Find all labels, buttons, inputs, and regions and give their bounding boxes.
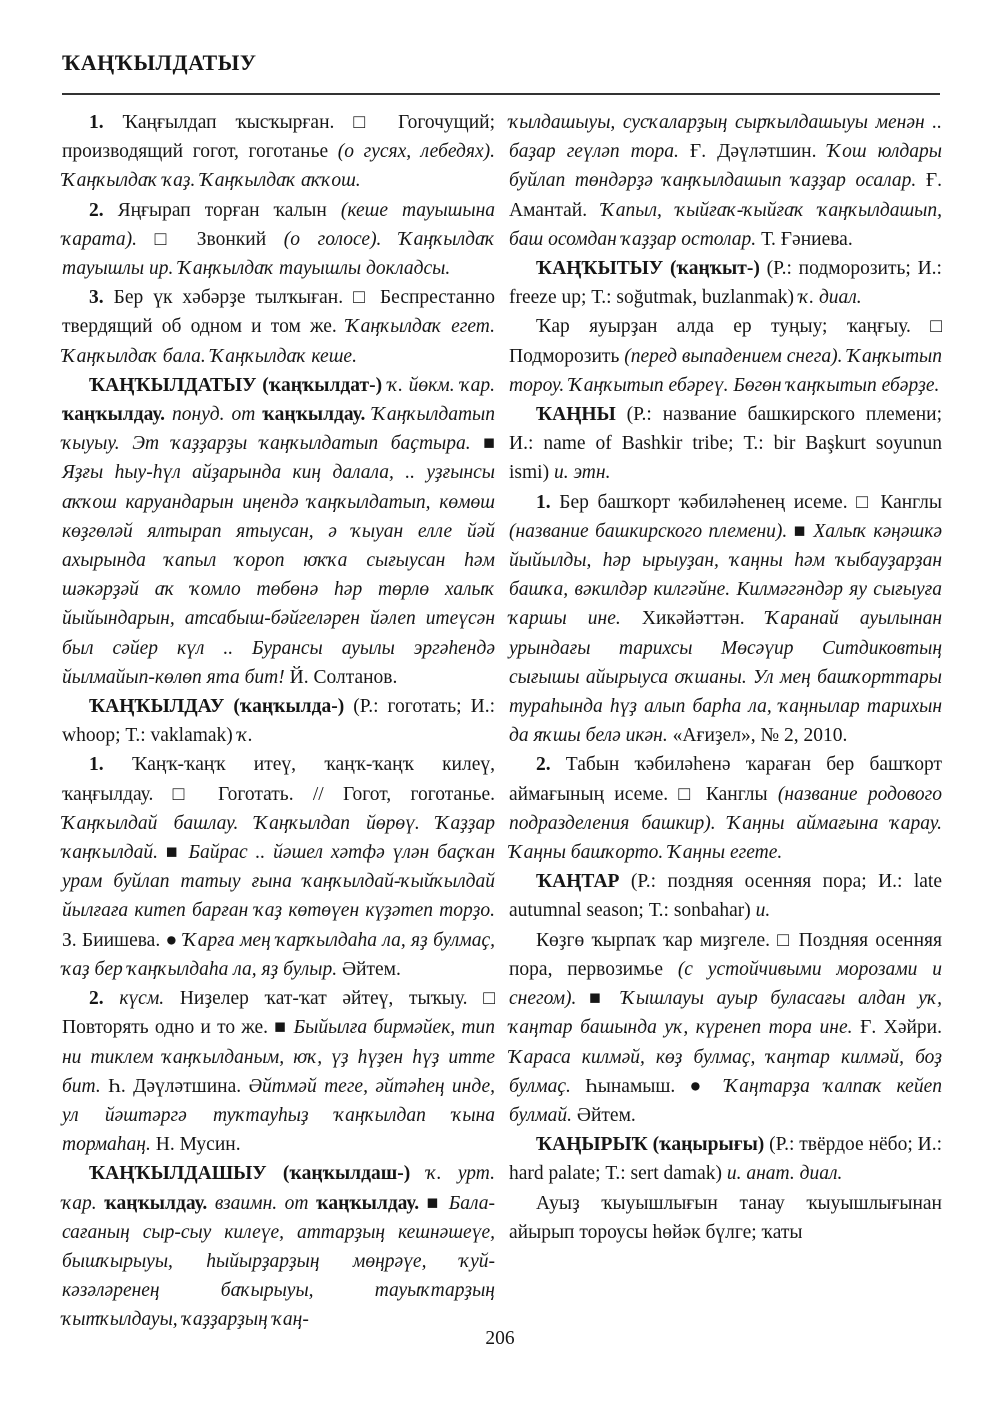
text-run: ҡ. диал. [798, 287, 862, 309]
text-run: Ҡар яуырҙан алда ер туңыу; ҡаңғыу. □ Подморозить [509, 316, 942, 367]
text-run: ҠАҢҠЫЛДАТЫУ (ҡаңҡылдат-) [89, 374, 388, 396]
text-run: Байрас .. йәшел хәтфә үлән баҫҡан урам буйлап татыу ғына ҡаңҡылдай-ҡыйҡылдай йылғаға китеп барған ҡаҙ көтөүен күҙәтеп торҙо. [62, 842, 495, 922]
text-run: Яңғырап торған ҡалын [117, 199, 341, 221]
text-run: Ниҙелер ҡат-ҡат әйтеү, тыҡыу. □ Повторять одно и то же. ■ [62, 988, 496, 1039]
text-run: 2. [89, 199, 118, 221]
text-run: Ғ. Амантай. [509, 170, 942, 221]
text-run: Хикәйәттән. [641, 608, 766, 630]
text-run: Ҡош юлдары буйлап төндәрҙә ҡаңҡылдашып ҡаҙҙар осалар. [509, 141, 942, 192]
text-run: □ Звонкий [154, 228, 284, 250]
text-run: Ҡышлауы ауыр буласағы алдан уҡ, ҡаңтар башында уҡ, күренеп тора ине. [509, 988, 943, 1039]
text-run: (перед выпадением снега). Ҡаңҡытып тороу. Ҡаңҡытып ебәреү. Бөгөн ҡаңҡытып ебәрҙе. [509, 345, 942, 396]
text-run: Ҡаңҡылдатып ҡыуыу. Эт ҡаҙҙарҙы ҡаңҡылдатып баҫтыра. [62, 404, 495, 455]
text-run: ■ [483, 433, 495, 455]
entry-paragraph [62, 108, 495, 196]
text-run: и. этн. [553, 462, 611, 484]
text-run: Һынамыш. ● [585, 1075, 725, 1097]
text-run: 1. [89, 754, 132, 776]
entry-paragraph [509, 488, 942, 751]
entry-paragraph [509, 750, 942, 867]
text-run: 2. [89, 988, 120, 1010]
text-run: ■ [589, 988, 622, 1010]
entry-paragraph [62, 283, 495, 371]
text-run: взаимн. от [214, 1192, 317, 1214]
text-run: (о голосе). Ҡаңҡылдаҡ тауышлы ир. Ҡаңҡылдаҡ тауышлы докладсы. [62, 228, 495, 280]
text-run: Т. Ғәниева. [761, 228, 853, 250]
text-run: ҠАҢЫРЫҠ (ҡаңырығы) [536, 1134, 770, 1156]
right-column [509, 108, 942, 1335]
text-run: Ҡаңҡ-ҡаңҡ итеү, ҡаңҡ-ҡаңҡ килеү, ҡаңғылдау. □ Гоготать. // Гогот, гоготанье. [62, 754, 496, 805]
entry-paragraph [62, 984, 495, 1159]
left-column [62, 108, 495, 1335]
text-run: (название родового подразделения башкир). Ҡаңны аймағына ҡарау. Ҡаңны башҡорто. Ҡаңны егете. [509, 783, 942, 864]
text-run: (о гусях, лебедях). Ҡаңҡылдаҡ ҡаҙ. Ҡаңҡылдаҡ аҡҡош. [62, 141, 495, 192]
text-run: Ҡаранай ауылынан урындағы тарихсы Мөсәүир Ситдиковтың сығышы айырыуса оҡшаны. Ул мең башҡорттары тураһында һүҙ алып барһа ла, ҡаңнылар тарихын да яҡшы белә икән. [509, 608, 942, 747]
text-run: Ҡараса килмәй, көҙ булмаҫ, ҡаңтар килмәй, боҙ булмаҫ. [509, 1046, 942, 1097]
text-run: и. [755, 900, 771, 922]
text-run: Ғ. Хәйри. [860, 1017, 942, 1039]
entry-paragraph [509, 1189, 942, 1247]
text-run: и. анат. диал. [726, 1163, 843, 1185]
text-run: понуд. от [172, 404, 263, 426]
entry-paragraph [509, 926, 942, 1130]
text-run: Әйтем. [341, 958, 401, 980]
text-run: (кеше тауышына ҡарата). [62, 199, 495, 250]
text-run: ҡаңҡылдау. [316, 1192, 427, 1214]
text-run: «Ағиҙел», № 2, 2010. [672, 725, 848, 747]
text-run: Ҡаңтарҙа ҡалпаҡ кейеп булмай. [509, 1075, 942, 1126]
text-run: Халыҡ кәңәшкә йыйылды, һәр ырыуҙан, ҡаңны һәм ҡыбауҙарҙан башҡа, вәкилдәр килгәйне. Килмәгәндәр яу сығыуға ҡаршы ине. [509, 520, 942, 630]
text-run: ҠАҢҠЫТЫУ (ҡаңҡыт-) [536, 258, 767, 280]
text-run: 1. [89, 112, 123, 133]
running-head: ҠАҢҠЫЛДАТЫУ [62, 50, 257, 75]
entry-paragraph [62, 692, 495, 750]
entry-paragraph [509, 254, 942, 312]
text-run: 1. [536, 491, 560, 513]
text-run: Бала-сағаның сыр-сыу килеүе, аттарҙың кешнәшеүе, бышҡырыуы, һыйырҙарҙың мөңрәүе, ҡуй-кәзәләренең баҡырыуы, тауыҡтарҙың ҡытҡылдауы, ҡаҙҙарҙың ҡаң- [62, 1192, 495, 1331]
header-rule [62, 93, 940, 95]
text-run: ҡаңҡылдау. [104, 1192, 215, 1214]
text-run: Ҡарға мең ҡарҡылдаһа ла, яҙ булмаҫ, ҡаҙ бер ҡаңҡылдаһа ла, яҙ булыр. [62, 929, 495, 980]
text-run: ҠАҢҠЫЛДАУ (ҡаңҡылда-) [89, 696, 354, 718]
page-number: 206 [485, 1328, 515, 1349]
text-run: Быйылға бирмәйек, тип ни тиклем ҡаңҡылданым, юҡ, үҙ һүҙен һүҙ итте бит. [62, 1017, 495, 1097]
text-run: 3. [89, 287, 114, 309]
text-run: (с устойчивыми морозами и снегом). [509, 958, 942, 1010]
text-run: 2. [536, 754, 566, 776]
text-run: Әйтмәй теге, әйтәһең инде, ул йәштәргә туҡтауһыҙ ҡаңҡылдап ҡына тормаһаң. [62, 1075, 495, 1156]
text-run: (Р.: твёрдое нёбо; И.: hard palate; Т.: sert damak) [509, 1134, 942, 1185]
text-run: Н. Мусин. [155, 1134, 241, 1156]
text-run: ■ [165, 842, 189, 864]
entry-paragraph [62, 1159, 495, 1334]
text-run: З. Биишева. ● [62, 929, 184, 951]
text-run: ҡ. [237, 725, 253, 747]
text-run: ҡаңҡылдау. [62, 404, 173, 426]
entry-paragraph [509, 1130, 942, 1188]
text-run: ҡ. йөкм. ҡар. [387, 374, 495, 396]
text-run: ■ [426, 1192, 449, 1214]
text-run: Әйтем. [576, 1104, 636, 1126]
text-run: ҡаңҡылдау. [262, 404, 373, 426]
entry-paragraph [509, 867, 942, 925]
text-run: Ҡаңҡылдаҡ егет. Ҡаңҡылдаҡ бала. Ҡаңҡылдаҡ кеше. [62, 316, 495, 367]
text-run: ҠАҢҠЫЛДАШЫУ (ҡаңҡылдаш-) [89, 1163, 427, 1185]
text-run: Табын ҡәбиләһенә ҡараған бер башҡорт аймағының исеме. □ Канглы [509, 754, 943, 805]
text-run: Й. Солтанов. [289, 666, 398, 688]
text-run: Бер башҡорт ҡәбиләһенең исеме. □ Канглы [559, 491, 943, 513]
text-run: Яҙғы һыу-һүл айҙарында киң далала, .. уҙғынсы аҡҡош каруандарын иңендә ҡаңҡылдатып, көмөш көҙгөләй ялтырап ятыусан, ә ҡыуан елле йәй ахырында ҡапыл ҡороп юҡҡа сығыусан һәм шәкәрҙәй аҡ ҡомло төбөнә һәр төрлө халыҡ йыйындарын, атсабыш-бәйгеләрен йәлеп итеүсән был сәйер күл .. Бурансы ауылы эргәһендә йылмайып-көлөп ята бит! [62, 462, 495, 688]
text-run: (Р.: подморозить; И.: freeze up; Т.: soğutmak, buzlanmak) [509, 258, 942, 309]
text-run: Ҡаңҡылдай башлау. Ҡаңҡылдап йөрөү. Ҡаҙҙар ҡаңҡылдай. [62, 812, 495, 864]
text-run: ■ [793, 520, 814, 542]
text-run: Ҡапыл, ҡыйғаҡ-ҡыйғаҡ ҡаңҡылдашып, баш осомдан ҡаҙҙар остолар. [509, 199, 943, 250]
text-columns [62, 108, 942, 1335]
text-run: Бер үк хәбәрҙе тылҡыған. □ Беспрестанно твердящий об одном и том же. [62, 287, 495, 338]
entry-paragraph [62, 196, 495, 284]
text-run: Көҙгө ҡырпаҡ ҡар миҙгеле. □ Поздняя осенняя пора, первозимье [509, 929, 942, 980]
entry-paragraph [509, 312, 942, 400]
text-run: (Р.: название башкирского племени; И.: name of Bashkir tribe; Т.: bir Başkurt soyunun ismi) [509, 404, 942, 484]
entry-paragraph [509, 108, 942, 254]
text-run: (название башкирского племени). [509, 520, 794, 542]
text-run: Ауыҙ ҡыуышлығын танау ҡыуышлығынан айырып тороусы һөйәк бүлге; ҡаты [509, 1192, 942, 1243]
entry-paragraph [62, 371, 495, 692]
entry-paragraph [62, 750, 495, 984]
text-run: ҠАҢНЫ [536, 404, 627, 426]
text-run: (Р.: гоготать; И.: whoop; Т.: vaklamak) [62, 696, 495, 747]
text-run: күсм. [119, 988, 180, 1010]
text-run: Ғ. Дәүләтшин. [689, 141, 828, 163]
text-run: (Р.: поздняя осенняя пора; И.: late autumnal season; Т.: sonbahar) [509, 871, 942, 922]
text-run: Һ. Дәүләтшина. [108, 1075, 249, 1097]
text-run: Ҡаңғылдап ҡысҡырған. □ Гогочущий; производящий гогот, гоготанье [62, 112, 495, 163]
text-run: ҠАҢТАР [536, 871, 631, 893]
text-run: ҡ. урт. ҡар. [62, 1163, 495, 1214]
entry-paragraph [509, 400, 942, 488]
text-run: ҡылдашыуы, сусҡаларҙың сырҡылдашыуы менән .. баҙар геүләп тора. [509, 112, 942, 163]
